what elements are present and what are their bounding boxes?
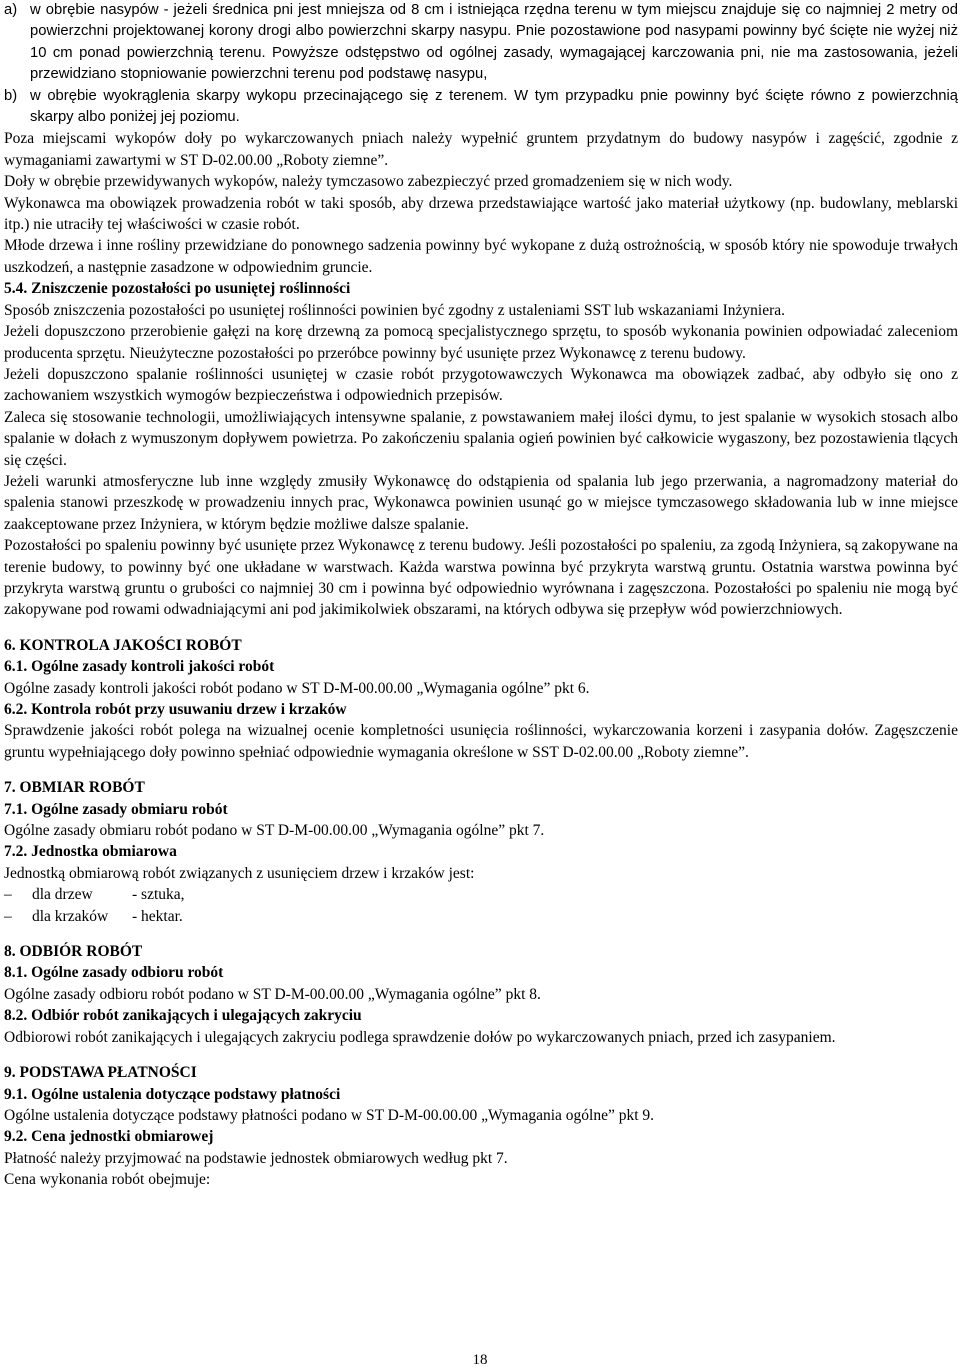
list-item-a [4, 0, 958, 86]
section-heading-7: 7. OBMIAR ROBÓT [4, 779, 145, 797]
list-label: b) [4, 87, 18, 104]
page-number: 18 [472, 1352, 488, 1368]
paragraph: Sposób zniszczenia pozostałości po usuniętej roślinności powinien być zgodny z ustaleniami SST lub wskazaniami Inżyniera. [4, 301, 786, 319]
paragraph: Ogólne zasady kontroli jakości robót podano w ST D-M-00.00.00 „Wymagania ogólne” pkt 6. [4, 679, 590, 697]
paragraph: Odbiorowi robót zanikających i ulegających zakryciu podlega sprawdzenie dołów po wykarczowanych pniach, przed ich zasypaniem. [4, 1028, 836, 1046]
subsection-heading-9-2: 9.2. Cena jednostki obmiarowej [4, 1128, 214, 1146]
unit-value: - sztuka, [132, 886, 185, 904]
paragraph: Sprawdzenie jakości robót polega na wizualnej ocenie kompletności usunięcia roślinności, wykarczowania korzeni i zasypania dołów. Zagęszczenie gruntu wypełniającego doły powinno spełniać odpowiednie wymagania określone w SST D-02.00.00 „Roboty ziemne”. [4, 722, 958, 761]
unit-subject: dla drzew [32, 886, 93, 904]
dash-bullet: – [4, 886, 12, 904]
subsection-heading-7-1: 7.1. Ogólne zasady obmiaru robót [4, 800, 228, 818]
subsection-heading-6-2: 6.2. Kontrola robót przy usuwaniu drzew i krzaków [4, 701, 347, 718]
section-heading-5-4: 5.4. Zniszczenie pozostałości po usuniętej roślinności [4, 280, 351, 298]
document-page [4, 0, 958, 1191]
list-item-b [4, 86, 958, 129]
paragraph: Cena wykonania robót obejmuje: [4, 1171, 211, 1189]
subsection-heading-9-1: 9.1. Ogólne ustalenia dotyczące podstawy płatności [4, 1085, 341, 1103]
dash-bullet: – [4, 907, 12, 925]
paragraph: Płatność należy przyjmować na podstawie jednostek obmiarowych według pkt 7. [4, 1149, 508, 1167]
paragraph: Doły w obrębie przewidywanych wykopów, należy tymczasowo zabezpieczyć przed gromadzeniem się w nich wody. [4, 173, 733, 191]
unit-subject: dla krzaków [32, 907, 109, 925]
section-heading-6: 6. KONTROLA JAKOŚCI ROBÓT [4, 636, 242, 654]
list-text: w obrębie nasypów - jeżeli średnica pni jest mniejsza od 8 cm i istniejąca rzędna terenu w tym miejscu znajduje się co najmniej 2 metry od powierzchni projektowanej korony drogi albo powierzchni skarpy nasypu. Pnie pozostawione pod nasypami powinny być ścięte nie wyżej niż 10 cm ponad powierzchnią terenu. Powyższe odstępstwo od ogólnej zasady, wymagającej karczowania pni, nie ma zastosowania, jeżeli przewidziano stopniowanie powierzchni terenu pod podstawę nasypu, [30, 2, 958, 83]
paragraph: Ogólne zasady odbioru robót podano w ST D-M-00.00.00 „Wymagania ogólne” pkt 8. [4, 985, 541, 1003]
unit-list-item [4, 906, 958, 927]
paragraph: Jednostką obmiarową robót związanych z usunięciem drzew i krzaków jest: [4, 864, 475, 882]
paragraph: Pozostałości po spaleniu powinny być usunięte przez Wykonawcę z terenu budowy. Jeśli pozostałości po spaleniu, za zgodą Inżyniera, są zakopywane na terenie budowy, to powinny być one układane w warstwach. Każda warstwa powinna być przykryta warstwą gruntu. Ostatnia warstwa powinna być przykryta warstwą gruntu o grubości co najmniej 30 cm i powinna być odpowiednio wyrównana i zagęszczona. Pozostałości po spaleniu nie mogą być zakopywane pod rowami odwadniającymi ani pod jakimikolwiek obszarami, na których odbywa się przepływ wód powierzchniowych. [4, 537, 958, 619]
subsection-heading-7-2: 7.2. Jednostka obmiarowa [4, 843, 177, 861]
paragraph: Zaleca się stosowanie technologii, umożliwiających intensywne spalanie, z powstawaniem małej ilości dymu, to jest spalanie w wysokich stosach albo spalanie w dołach z wymuszonym dopływem powietrza. Po zakończeniu spalania ogień powinien być całkowicie wygaszony, bez pozostawienia tlących się części. [4, 408, 958, 469]
subsection-heading-8-1: 8.1. Ogólne zasady odbioru robót [4, 964, 224, 982]
paragraph: Ogólne ustalenia dotyczące podstawy płatności podano w ST D-M-00.00.00 „Wymagania ogólne” pkt 9. [4, 1106, 655, 1124]
unit-value: - hektar. [132, 907, 183, 925]
paragraph: Młode drzewa i inne rośliny przewidziane do ponownego sadzenia powinny być wykopane z dużą ostrożnością, w sposób który nie spowoduje trwałych uszkodzeń, a następnie zasadzone w odpowiednim gruncie. [4, 237, 958, 276]
section-heading-9: 9. PODSTAWA PŁATNOŚCI [4, 1064, 197, 1082]
subsection-heading-8-2: 8.2. Odbiór robót zanikających i ulegających zakryciu [4, 1007, 362, 1025]
paragraph: Wykonawca ma obowiązek prowadzenia robót w taki sposób, aby drzewa przedstawiające wartość jako materiał użytkowy (np. budowlany, meblarski itp.) nie utraciły tej właściwości w czasie robót. [4, 194, 958, 234]
subsection-heading-6-1: 6.1. Ogólne zasady kontroli jakości robót [4, 658, 275, 676]
paragraph: Ogólne zasady obmiaru robót podano w ST D-M-00.00.00 „Wymagania ogólne” pkt 7. [4, 822, 545, 840]
paragraph: Jeżeli dopuszczono spalanie roślinności usuniętej w czasie robót przygotowawczych Wykonawca ma obowiązek zadbać, aby odbyło się ono z zachowaniem wszystkich wymogów bezpieczeństwa i odpowiednich przepisów. [4, 365, 958, 405]
paragraph: Jeżeli dopuszczono przerobienie gałęzi na korę drzewną za pomocą specjalistycznego sprzętu, to sposób wykonania powinien odpowiadać zaleceniom producenta sprzętu. Nieużyteczne pozostałości po przeróbce powinny być usunięte przez Wykonawcę z terenu budowy. [4, 323, 958, 362]
list-label: a) [4, 2, 18, 18]
paragraph: Poza miejscami wykopów doły po wykarczowanych pniach należy wypełnić gruntem przydatnym do budowy nasypów i zagęścić, zgodnie z wymaganiami zawartymi w ST D-02.00.00 „Roboty ziemne”. [4, 130, 958, 169]
section-heading-8: 8. ODBIÓR ROBÓT [4, 943, 143, 961]
list-text: w obrębie wyokrąglenia skarpy wykopu przecinającego się z terenem. W tym przypadku pnie powinny być ścięte równo z powierzchnią skarpy albo poniżej jej poziomu. [30, 87, 958, 126]
paragraph: Jeżeli warunki atmosferyczne lub inne względy zmusiły Wykonawcę do odstąpienia od spalania lub jego przerwania, a nagromadzony materiał do spalenia stanowi przeszkodę w prowadzeniu innych prac, Wykonawca powinien usunąć go w miejsce tymczasowego składowania lub w inne miejsce zaakceptowane przez Inżyniera, w którym będzie możliwe dalsze spalanie. [4, 472, 958, 533]
unit-list-item [4, 884, 958, 905]
